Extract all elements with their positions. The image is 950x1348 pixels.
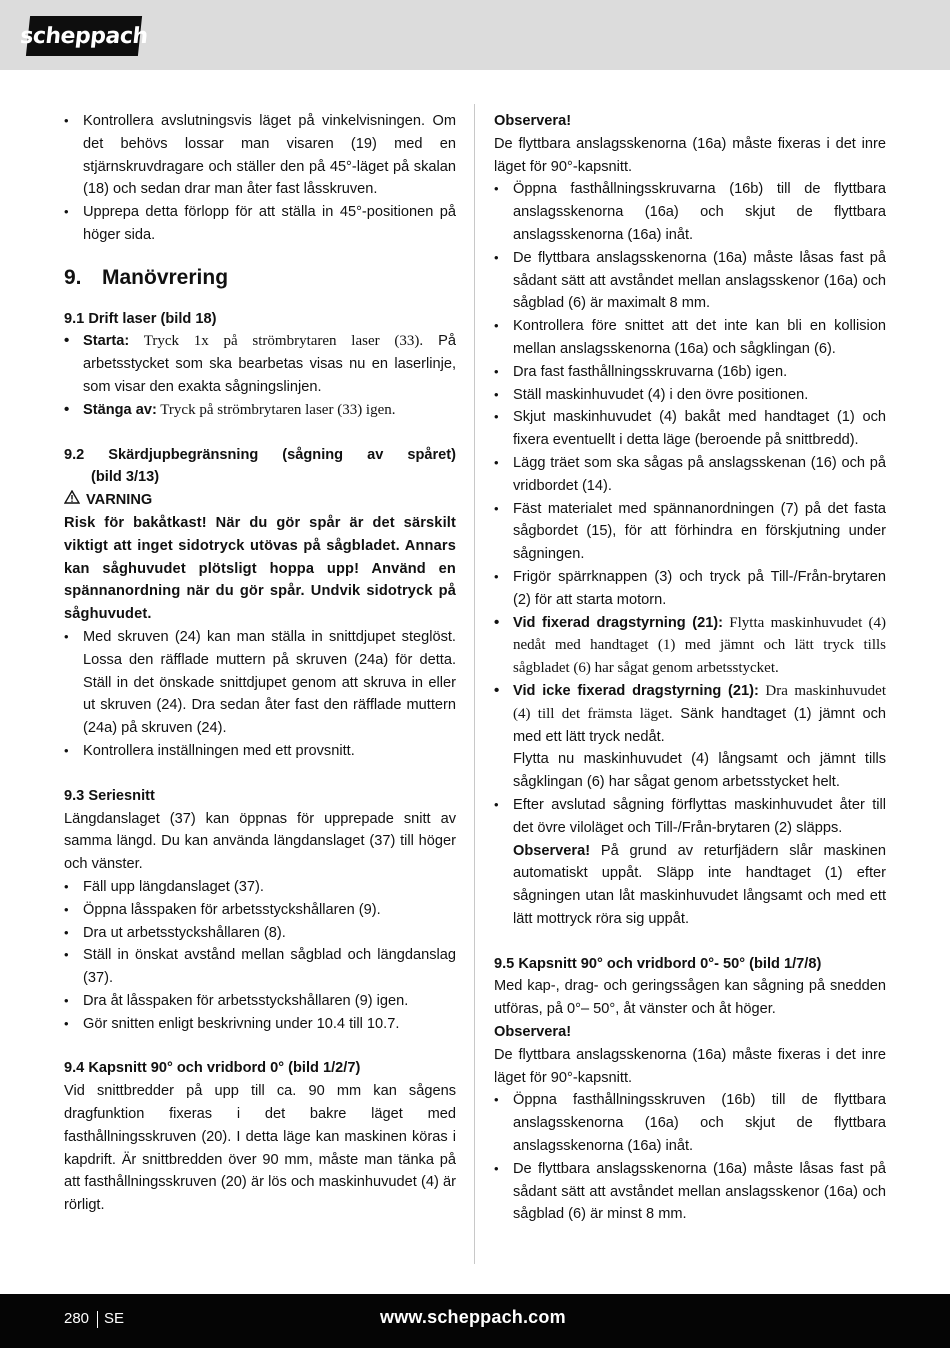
left-column xyxy=(64,110,456,1217)
list-item: • Lägg träet som ska sågas på anslagsskenan (16) och på vridbordet (14). xyxy=(494,452,886,498)
section-heading-9 xyxy=(64,267,456,290)
list-item: • Frigör spärrknappen (3) och tryck på Till-/Från-brytaren (2) för att starta motorn. xyxy=(494,566,886,612)
list-item: • Öppna fasthållningsskruvarna (16b) till de flyttbara anslagsskenorna (16a) och skjut de flyttbara anslagsskenorna (16a) inåt. xyxy=(494,178,886,246)
list-item: • Dra fast fasthållningsskruvarna (16b) igen. xyxy=(494,361,886,384)
subsection-title-9-2-ref: (bild 3/13) xyxy=(91,469,160,486)
section-title: Manövrering xyxy=(102,265,229,289)
list-item: • Efter avslutad sågning förflyttas maskinhuvudet åter till det övre viloläget och Till-/Från-brytaren (2) släpps. xyxy=(494,794,886,840)
list-item: • Ställ in önskat avstånd mellan sågblad och längdanslag (37). xyxy=(64,944,456,990)
fixed-label: Vid fixerad dragstyrning (21): xyxy=(513,614,724,631)
subsection-title-9-1: 9.1 Drift laser (bild 18) xyxy=(64,310,217,327)
list-item: • Gör snitten enligt beskrivning under 10.4 till 10.7. xyxy=(64,1013,456,1036)
subsection-title-9-3: 9.3 Seriesnitt xyxy=(64,787,155,804)
right-column xyxy=(494,110,886,1226)
list-item: • De flyttbara anslagsskenorna (16a) måste låsas fast på sådant sätt att avståndet mellan anslagsskenor (16a) och sågblad (6) är maximalt 8 mm. xyxy=(494,247,886,315)
not-fixed-rest-text: Sänk handtaget (1) jämnt och med ett lätt tryck nedåt. xyxy=(513,705,886,745)
list-item: • Kontrollera före snittet att det inte kan bli en kollision mellan anslagsskenorna (16a) och sågklingan (6). xyxy=(494,315,886,361)
bevel-list xyxy=(494,1089,886,1226)
footer-separator xyxy=(97,1311,98,1328)
list-item-fixed xyxy=(494,612,886,680)
warning-heading xyxy=(64,489,456,512)
subsection-title-9-2: 9.2 Skärdjupbegränsning (sågning av spåret) xyxy=(64,446,456,463)
language-code: SE xyxy=(104,1310,125,1327)
start-label: Starta: xyxy=(83,333,130,350)
list-item: • Dra ut arbetsstyckshållaren (8). xyxy=(64,922,456,945)
section-number: 9. xyxy=(64,265,82,289)
list-item: • Öppna låsspaken för arbetsstyckshållaren (9). xyxy=(64,899,456,922)
intro-list xyxy=(64,110,456,247)
stop-serif-text: Tryck på strömbrytaren laser (33) igen. xyxy=(156,401,396,418)
stop-label: Stänga av: xyxy=(83,401,157,418)
after-note-text: På grund av returfjädern slår maskinen automatiskt uppåt. Släpp inte handtaget (1) efter sågningen utan låt maskinhuvudet långsamt och med ett lätt mottryck röra sig uppåt. xyxy=(513,842,886,927)
list-item: • Kontrollera avslutningsvis läget på vinkelvisningen. Om det behövs lossar man visaren (19) med en stjärnskruvdragare och ställer den på 45°-läget på skalan (18) och sedan drar man åter fast låsskruven. xyxy=(64,110,456,201)
list-item: • Kontrollera inställningen med ett provsnitt. xyxy=(64,740,456,763)
list-item: • Med skruven (24) kan man ställa in snittdjupet steglöst. Lossa den räfflade muttern på skruven (24a) för detta. Ställ in det önskade snittdjupet genom att skruva in eller ut skruven (24). Dra sedan åter fast den räfflade muttern (24a) på skruven (24). xyxy=(64,626,456,740)
not-fixed-continuation: Flytta nu maskinhuvudet (4) långsamt och jämnt tills sågklingan (6) har sågat genom arbetsstycket helt. xyxy=(513,751,886,791)
list-item-not-fixed xyxy=(494,680,886,748)
list-item: • Skjut maskinhuvudet (4) bakåt med handtaget (1) och fixera eventuellt i detta läge (beroende på snittbredd). xyxy=(494,406,886,452)
paragraph: Längdanslaget (37) kan öppnas för upprepade snitt av samma längd. Du kan använda längdanslaget (37) till höger och vänster. xyxy=(64,810,456,873)
list-item: • Ställ maskinhuvudet (4) i den övre positionen. xyxy=(494,384,886,407)
note-label: Observera! xyxy=(494,113,572,129)
note-text: De flyttbara anslagsskenorna (16a) måste fixeras i det inre läget för 90°-kapsnitt. xyxy=(494,1046,886,1086)
after-note xyxy=(494,840,886,931)
start-serif-text: Tryck 1x på strömbrytaren laser (33). xyxy=(129,333,424,350)
paragraph: Vid snittbredder på upp till ca. 90 mm kan sågens dragfunktion fixeras i det bakre läget med fasthållningsskruven (20). I detta läge kan maskinen köras i kapdrift. Är snittbredden över 90 mm, måste man tänka på att fasthållningsskruven (20) är lös och maskinhuvudet (4) är rörligt. xyxy=(64,1083,456,1214)
list-item: • Fäst materialet med spännanordningen (7) på det fasta sågbordet (15), för att förhindra en förskjutning under sågningen. xyxy=(494,498,886,566)
paragraph: Med kap-, drag- och geringssågen kan sågning på snedden utföras, på 0°– 50°, åt vänster och åt höger. xyxy=(494,978,886,1018)
series-list xyxy=(64,876,456,1036)
list-item-start xyxy=(64,330,456,398)
laser-list xyxy=(64,330,456,421)
fixed-text: Flytta maskinhuvudet (4) nedåt med handtaget (1) med jämnt och lätt tryck tills sågbladet (6) har sågat genom arbetsstycket. xyxy=(513,614,886,677)
list-item: • Öppna fasthållningsskruven (16b) till de flyttbara anslagsskenorna (16a) och skjut de flyttbara anslagsskenorna (16a) inåt. xyxy=(494,1089,886,1157)
list-item: • Upprepa detta förlopp för att ställa in 45°-positionen på höger sida. xyxy=(64,201,456,247)
not-fixed-serif-text: Dra maskinhuvudet (4) till det främsta läget. xyxy=(513,682,886,722)
list-item-stop xyxy=(64,399,456,422)
subsection-title-9-5: 9.5 Kapsnitt 90° och vridbord 0°- 50° (bild 1/7/8) xyxy=(494,955,822,972)
depth-list xyxy=(64,626,456,763)
cut-steps-list xyxy=(494,178,886,748)
scheppach-logo: scheppach xyxy=(26,16,142,56)
after-list xyxy=(494,794,886,840)
note-label: Observera! xyxy=(494,1024,572,1041)
warning-label: VARNING xyxy=(86,492,153,509)
list-item: • Dra åt låsspaken för arbetsstyckshållaren (9) igen. xyxy=(64,990,456,1013)
list-item: • Fäll upp längdanslaget (37). xyxy=(64,876,456,899)
column-divider xyxy=(474,104,475,1264)
page-number: 280 xyxy=(64,1310,90,1327)
warning-text: Risk för bakåtkast! När du gör spår är det särskilt viktigt att inget sidotryck utövas på sågbladet. Annars kan såghuvudet plötsligt hoppa upp! Använd en spännanordning när du gör spår. Undvik sidotryck på såghuvudet. xyxy=(64,514,456,623)
start-rest-text: På arbetsstycket som ska bearbetas visas nu en laserlinje, som visar den exakta sågningslinjen. xyxy=(83,333,456,395)
warning-triangle-icon xyxy=(64,489,80,512)
list-item: • De flyttbara anslagsskenorna (16a) måste låsas fast på sådant sätt att avståndet mellan anslagsskenor (16a) och sågblad (6) är minst 8 mm. xyxy=(494,1158,886,1226)
page-header xyxy=(0,0,950,70)
website-link[interactable]: www.scheppach.com xyxy=(380,1307,566,1327)
not-fixed-label: Vid icke fixerad dragstyrning (21): xyxy=(513,682,759,699)
after-note-label: Observera! xyxy=(513,842,591,859)
note-text: De flyttbara anslagsskenorna (16a) måste fixeras i det inre läget för 90°-kapsnitt. xyxy=(494,135,886,175)
subsection-title-9-4: 9.4 Kapsnitt 90° och vridbord 0° (bild 1/2/7) xyxy=(64,1060,361,1077)
page-footer xyxy=(0,1294,950,1348)
